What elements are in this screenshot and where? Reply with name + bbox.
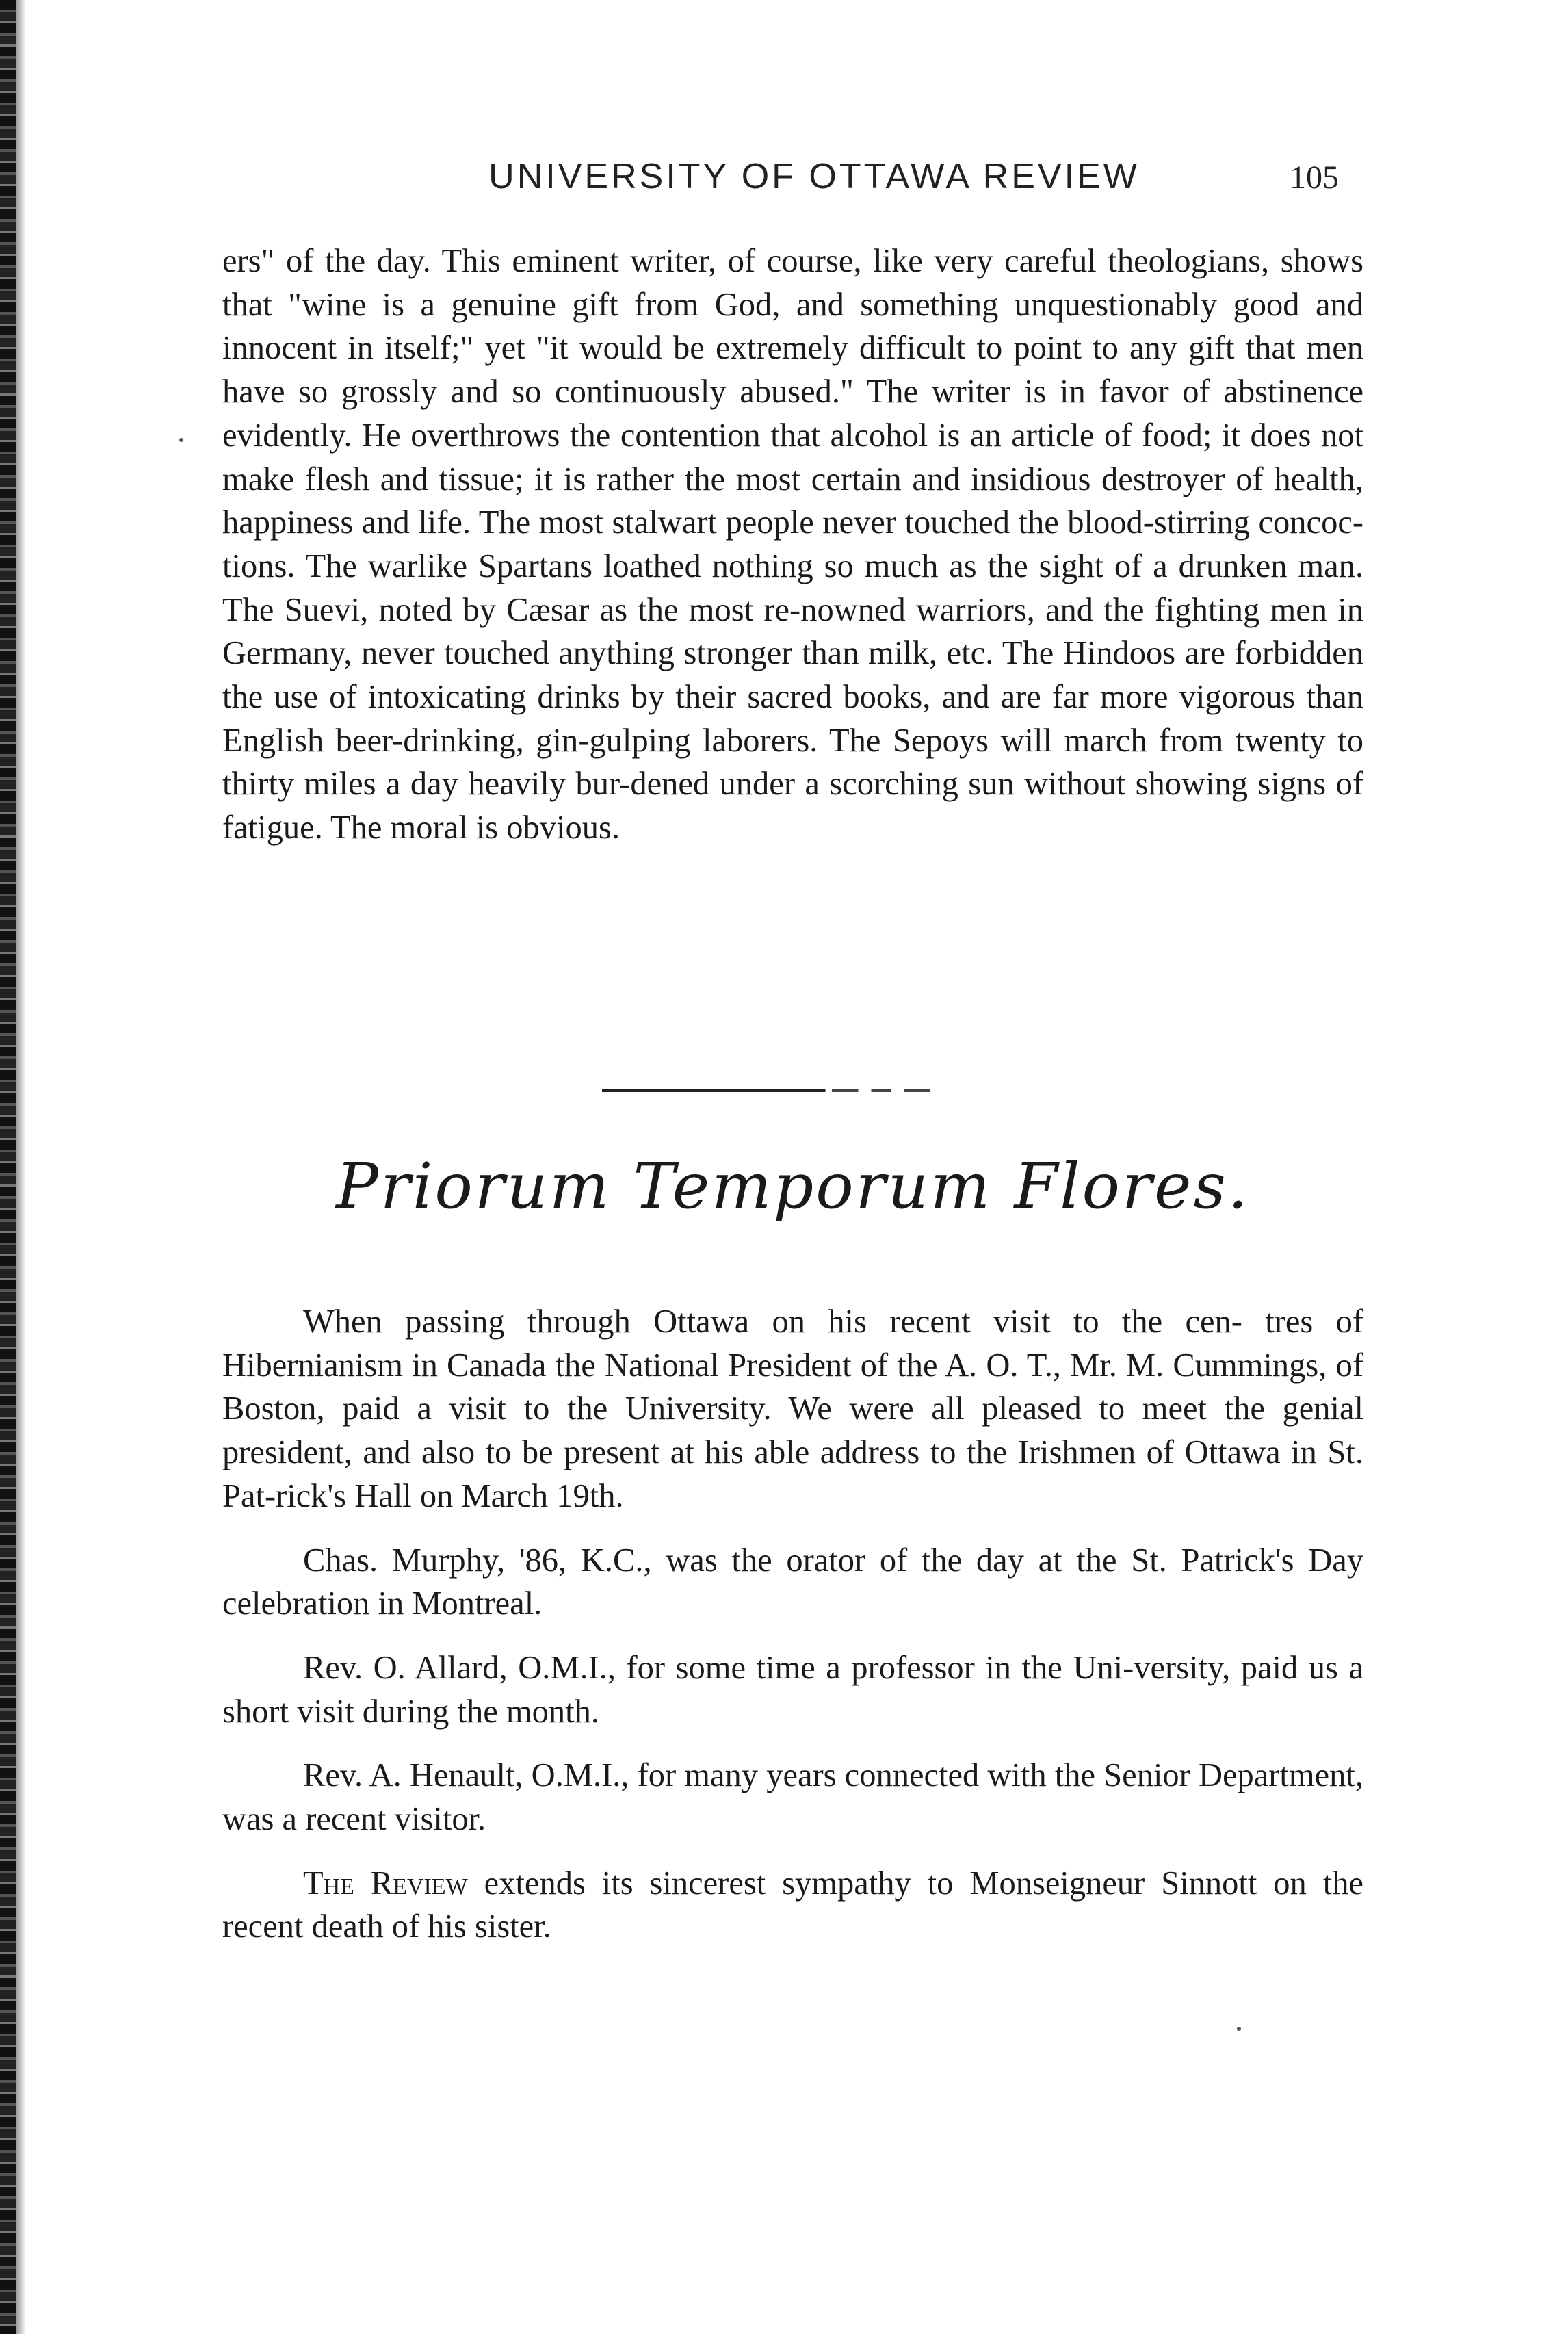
section-divider <box>602 1089 930 1092</box>
text-line: anything stronger than milk, etc. The Hindoos are forbidden the <box>222 635 1363 716</box>
text-line: present at his able address to the Irishmen of Ottawa in St. Pat- <box>222 1434 1364 1514</box>
text-line: vigorous than English beer-drinking, gin-gulping laborers. The <box>222 679 1363 759</box>
text-line: ers" of the day. This eminent writer, of course, like very careful <box>222 243 1097 279</box>
text-line: nowned warriors, and the fighting men in Germany, never touched <box>222 591 1363 672</box>
text-line: something unquestionably good and innocent in itself;" yet "it <box>222 286 1363 367</box>
text-line: would be extremely difficult to point to any gift that men have so <box>222 330 1364 411</box>
text-line: Sinnott on the recent death of his sister. <box>222 1865 1363 1945</box>
section-title: Priorum Temporum Flores. <box>336 1150 1250 1223</box>
running-title: UNIVERSITY OF OTTAWA REVIEW <box>488 157 1140 196</box>
text-line: tres of Hibernianism in Canada the National President of the A. O. <box>222 1304 1363 1384</box>
text-line: rick's Hall on March 19th. <box>276 1477 624 1514</box>
journal-name: The Review <box>303 1865 468 1902</box>
binding-shadow <box>16 0 26 2334</box>
text-line: When passing through Ottawa on his recent visit to the cen- <box>303 1304 1242 1340</box>
news-paragraph <box>222 1539 1363 1626</box>
text-line: The most stalwart people never touched the blood-stirring concoc- <box>478 504 1363 541</box>
news-paragraph <box>222 1646 1363 1733</box>
text-line: Patrick's Day celebration in Montreal. <box>222 1542 1364 1622</box>
text-line: grossly and so continuously abused." The writer is in favor of <box>341 374 1210 411</box>
continued-article-text <box>222 239 1363 850</box>
text-line: The moral is obvious. <box>330 809 620 846</box>
text-line: We were all pleased to meet the genial president, and also to be <box>222 1390 1363 1471</box>
text-line: an article of food; it does not make flesh and tissue; it is rather <box>222 417 1363 497</box>
stray-ink-mark <box>1237 2027 1241 2031</box>
text-line: theologians, shows that "wine is a genuine gift from God, and <box>222 243 1363 323</box>
text-line: dened under a scorching sun without showing signs of fatigue. <box>222 766 1363 846</box>
news-paragraph <box>222 1754 1363 1841</box>
news-paragraph <box>222 1300 1363 1518</box>
continued-paragraph <box>222 239 1363 850</box>
text-line: of a drunken man. The Suevi, noted by Cæsar as the most re- <box>222 547 1364 628</box>
news-paragraph <box>222 1862 1363 1949</box>
text-line: Rev. A. Henault, O.M.I., for many years connected with the <box>303 1757 1096 1794</box>
text-line: T., Mr. M. Cummings, of Boston, paid a visit to the University. <box>222 1347 1363 1427</box>
text-line: versity, paid us a short visit during the month. <box>222 1649 1363 1730</box>
text-line: the most certain and insidious destroyer of health, happiness and life. <box>222 461 1363 541</box>
text-line: use of intoxicating drinks by their sacred books, and are far more <box>274 679 1168 716</box>
text-line: Senior Department, was a recent visitor. <box>222 1757 1364 1838</box>
binding-edge <box>0 0 16 2334</box>
stray-ink-mark <box>179 438 183 442</box>
text-line: tions. The warlike Spartans loathed nothing so much as the sight <box>222 547 1103 584</box>
text-line: Rev. O. Allard, O.M.I., for some time a professor in the Uni- <box>303 1649 1134 1686</box>
text-line: extends its sincerest sympathy to Monseigneur <box>467 1865 1145 1902</box>
text-line: Sepoys will march from twenty to thirty miles a day heavily bur- <box>222 722 1363 803</box>
text-line: abstinence evidently. He overthrows the contention that alcohol is <box>222 374 1363 454</box>
text-line: Chas. Murphy, '86, K.C., was the orator of the day at the St. <box>303 1542 1167 1579</box>
page-number: 105 <box>1290 159 1339 196</box>
section-body <box>222 1300 1363 1949</box>
